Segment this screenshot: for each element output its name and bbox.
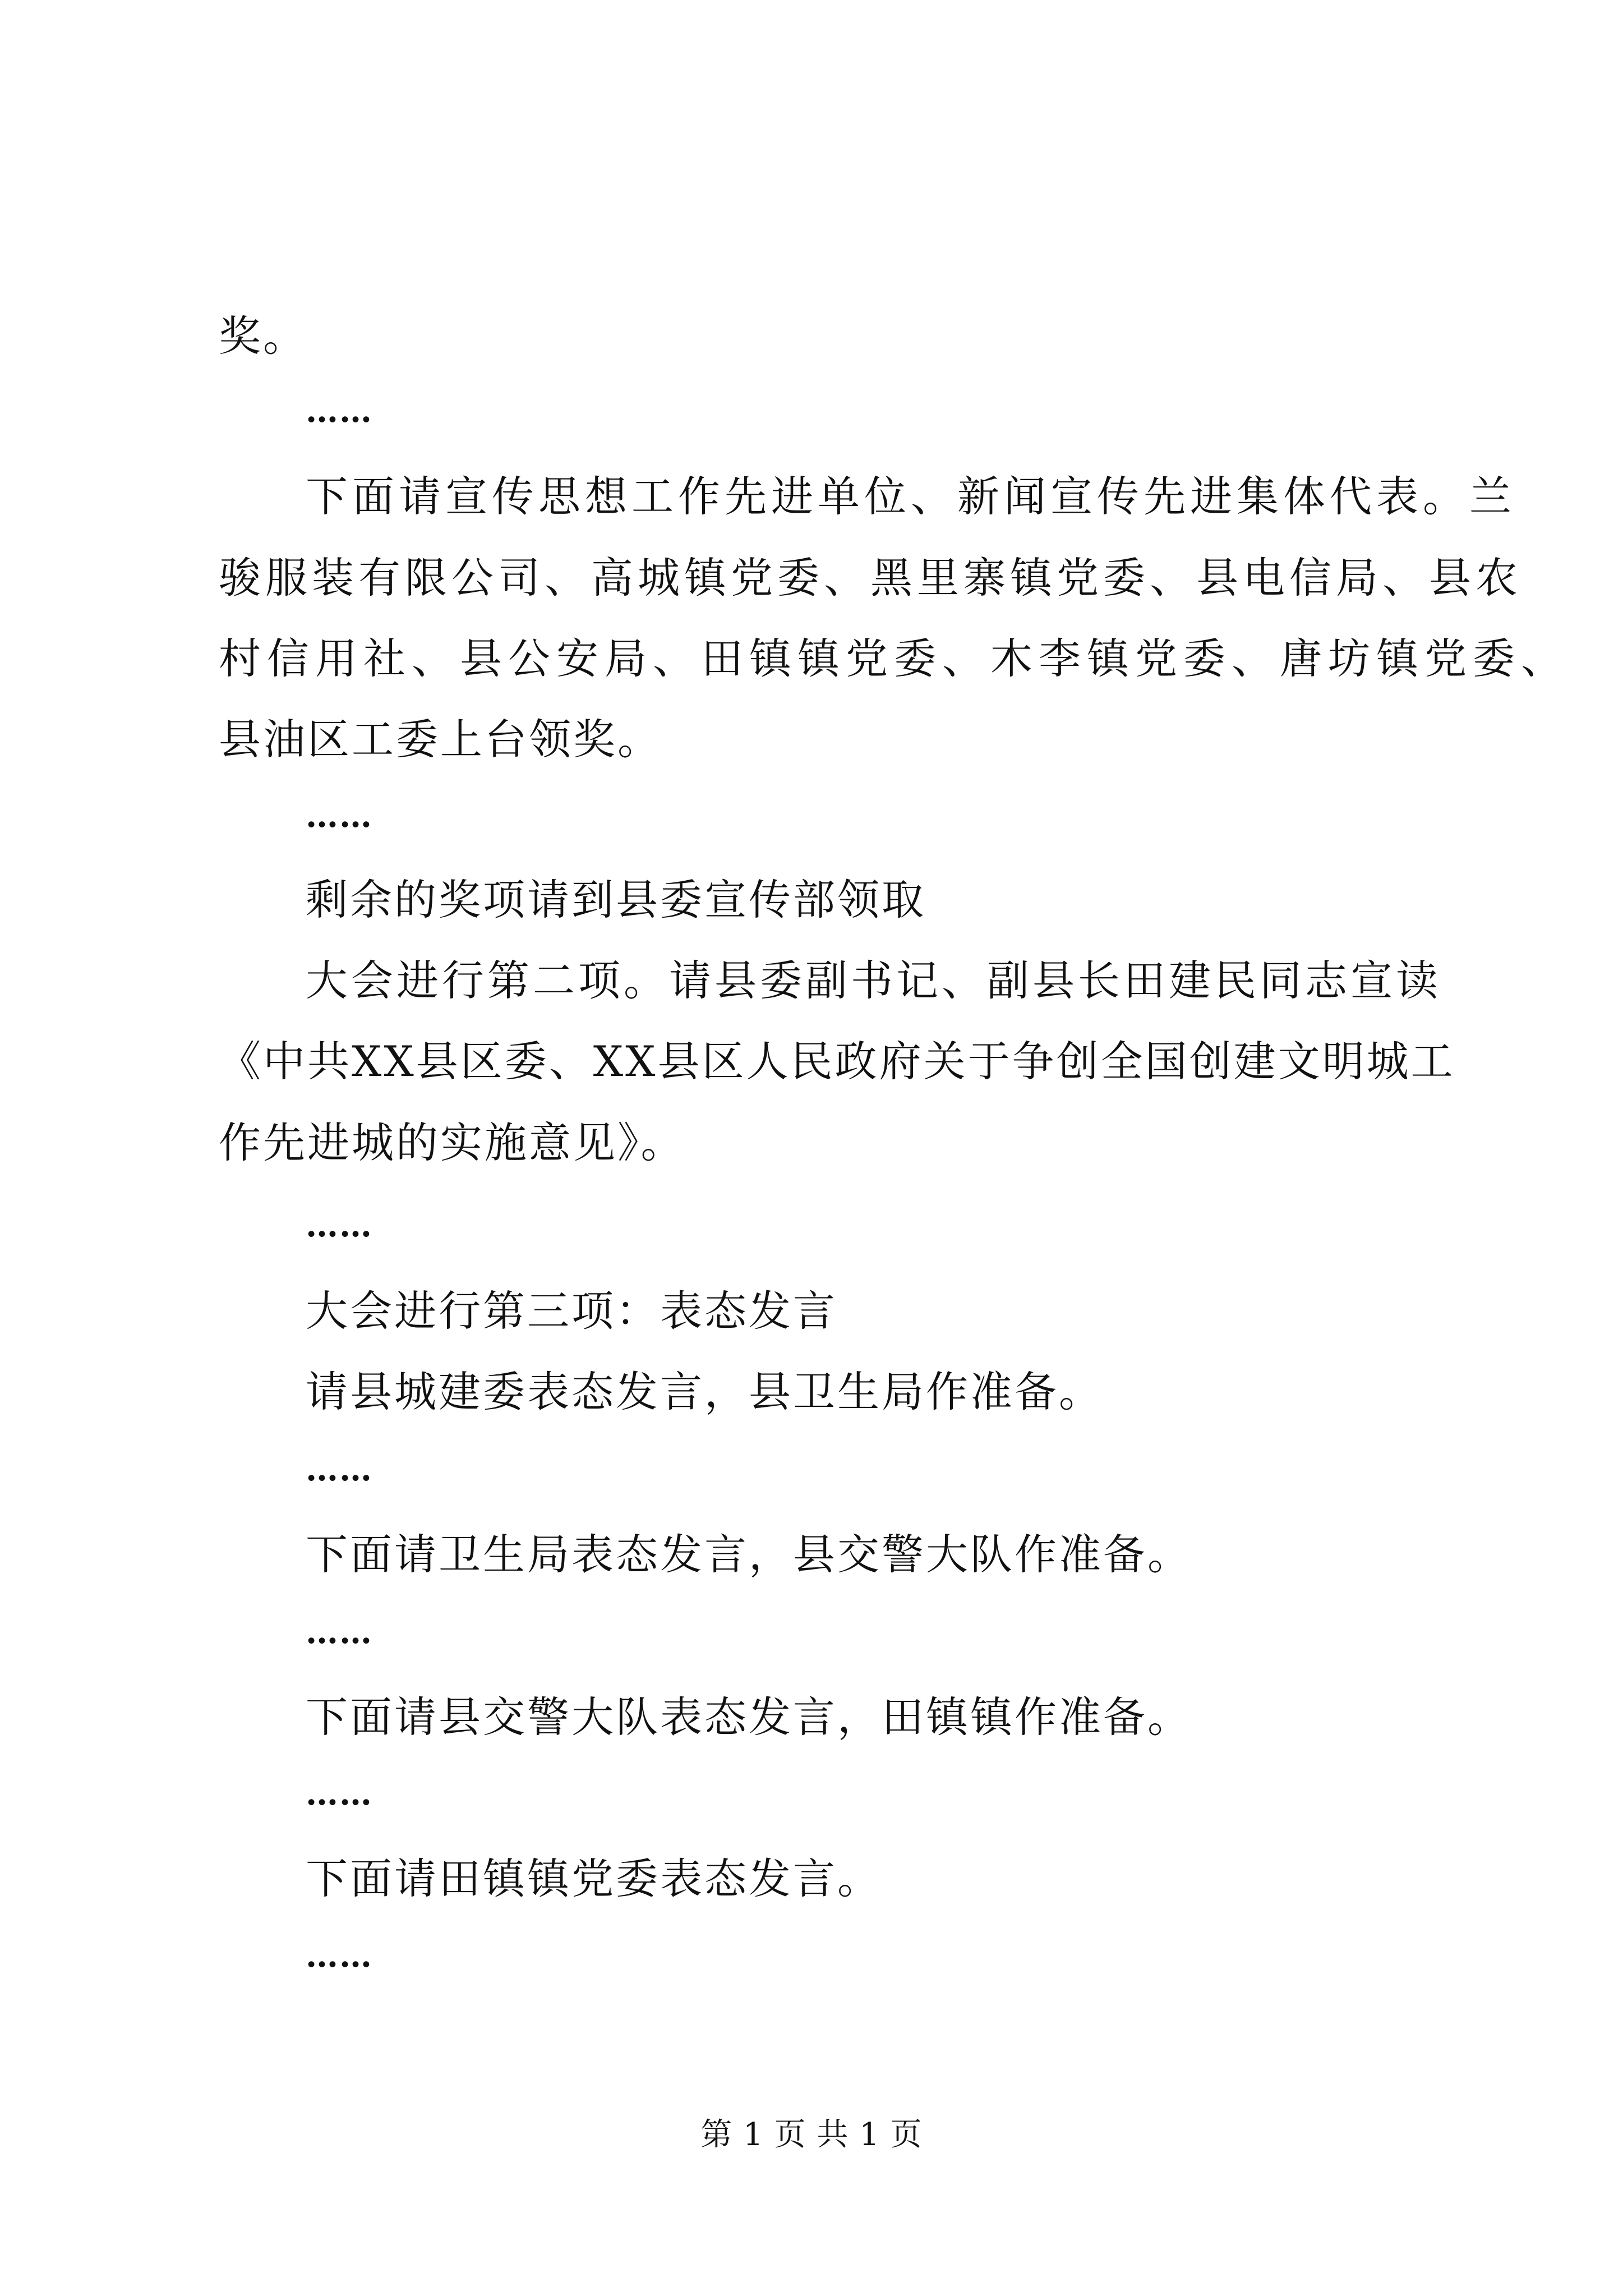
ellipsis-line-5: …… [306, 1613, 373, 1651]
text-line-2: 下面请宣传思想工作先进单位、新闻宣传先进集体代表。兰 [306, 472, 1516, 521]
text-line-6: 剩余的奖项请到县委宣传部领取 [306, 875, 926, 924]
ellipsis-line-3: …… [306, 1206, 373, 1244]
text-line-1: 奖。 [219, 311, 308, 361]
text-line-3: 骏服装有限公司、高城镇党委、黑里寨镇党委、县电信局、县农 [219, 553, 1523, 602]
ellipsis-line-2: …… [306, 797, 373, 835]
text-line-10: 大会进行第三项：表态发言 [306, 1286, 838, 1336]
ellipsis-line-4: …… [306, 1450, 373, 1488]
text-line-4: 村信用社、县公安局、田镇镇党委、木李镇党委、唐坊镇党委、 [219, 634, 1570, 683]
page-number-footer: 第 1 页 共 1 页 [700, 2116, 923, 2153]
text-line-13: 下面请县交警大队表态发言，田镇镇作准备。 [306, 1692, 1192, 1742]
text-line-8: 《中共XX县区委、XX县区人民政府关于争创全国创建文明城工 [219, 1037, 1455, 1086]
text-line-7: 大会进行第二项。请县委副书记、副县长田建民同志宣读 [306, 956, 1442, 1005]
ellipsis-line-7: …… [306, 1936, 373, 1975]
text-line-12: 下面请卫生局表态发言，县交警大队作准备。 [306, 1530, 1192, 1579]
ellipsis-line-6: …… [306, 1774, 373, 1812]
text-line-14: 下面请田镇镇党委表态发言。 [306, 1854, 882, 1903]
text-line-11: 请县城建委表态发言，县卫生局作准备。 [306, 1367, 1104, 1416]
text-line-9: 作先进城的实施意见》。 [219, 1118, 685, 1167]
ellipsis-line-1: …… [306, 392, 373, 430]
text-line-5: 县油区工委上台领奖。 [219, 715, 662, 764]
